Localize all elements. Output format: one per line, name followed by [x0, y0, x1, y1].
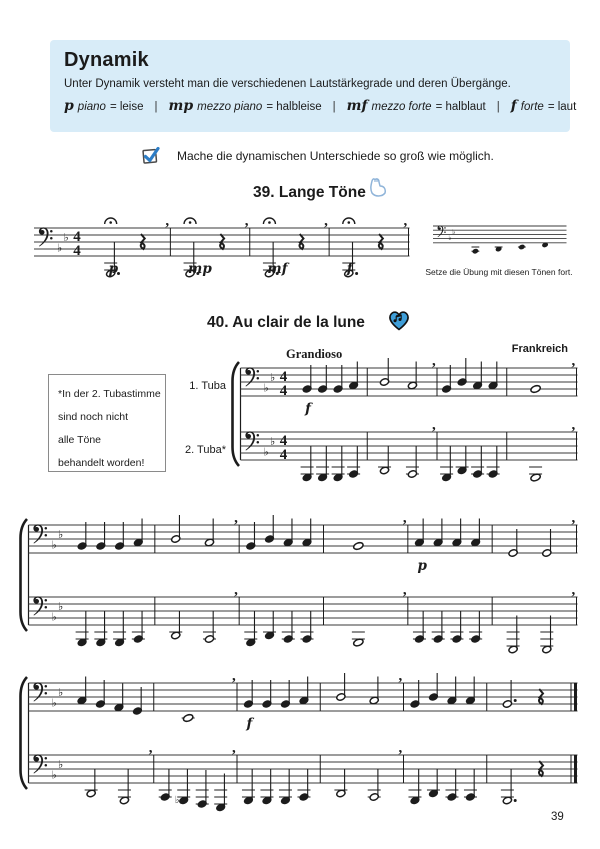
dynamic-symbol: mf	[346, 98, 368, 114]
dynamic-symbol: mp	[168, 98, 194, 114]
dynamic-name: forte	[520, 101, 544, 113]
svg-text:,: ,	[571, 417, 576, 433]
svg-text:,: ,	[402, 510, 407, 526]
svg-text:♭: ♭	[58, 600, 64, 613]
tip-row	[141, 145, 494, 166]
exercise-39-title: 39. Lange Töne	[253, 184, 366, 201]
svg-text:♭: ♭	[63, 231, 69, 244]
svg-text:4: 4	[279, 432, 288, 449]
svg-text:,: ,	[432, 417, 436, 433]
part-label-tuba2: 2. Tuba*	[185, 444, 226, 456]
duet-system-2	[18, 505, 578, 657]
footnote-line: behandelt worden!	[58, 457, 145, 469]
exercise-39-staff	[32, 202, 410, 288]
svg-text:♭: ♭	[270, 435, 276, 448]
svg-text:,: ,	[234, 582, 238, 598]
svg-text:,: ,	[571, 510, 576, 526]
flexed-arm-icon	[363, 176, 390, 201]
dynamic-name: mezzo forte	[371, 101, 432, 113]
duet-system-3	[18, 663, 578, 815]
svg-text:,: ,	[571, 582, 576, 598]
part-label-tuba1: 1. Tuba	[189, 380, 226, 392]
svg-text:,: ,	[324, 213, 328, 229]
svg-text:4: 4	[73, 228, 81, 245]
svg-text:,: ,	[232, 740, 236, 756]
tip-text: Mache die dynamischen Unterschiede so groß wie möglich.	[177, 148, 494, 163]
heart-notes-icon	[386, 308, 413, 333]
origin-label: Frankreich	[511, 343, 568, 355]
dynamic-def: = leise	[109, 101, 144, 113]
footnote-box	[48, 374, 166, 472]
svg-text:p: p	[417, 558, 427, 574]
dynamic-name: mezzo piano	[197, 101, 263, 113]
svg-text:f: f	[346, 261, 353, 277]
svg-text:,: ,	[234, 510, 238, 526]
svg-text:,: ,	[244, 213, 249, 229]
svg-text:,: ,	[398, 740, 403, 756]
svg-text:4: 4	[73, 242, 81, 259]
dynamic-def: = laut	[547, 101, 577, 113]
svg-text:♭: ♭	[51, 610, 57, 624]
svg-text:,: ,	[232, 668, 236, 684]
svg-text:f: f	[305, 401, 311, 417]
dynamic-def: = halbleise	[266, 101, 322, 113]
dynamik-info-box	[50, 40, 577, 132]
footnote-line: *In der 2. Tubastimme	[58, 388, 161, 400]
svg-text:♭: ♭	[263, 445, 269, 459]
dynamic-name: piano	[77, 101, 106, 113]
duet-system-1	[230, 346, 578, 490]
svg-text:♭: ♭	[58, 528, 64, 541]
svg-text:,: ,	[148, 740, 153, 756]
svg-text:,: ,	[165, 213, 170, 229]
continuation-caption: Setze die Übung mit diesen Tönen fort.	[425, 267, 573, 277]
separator: |	[496, 101, 500, 113]
info-box-title: Dynamik	[64, 49, 149, 71]
svg-text:♭: ♭	[448, 234, 452, 243]
svg-text:f: f	[246, 716, 253, 732]
svg-text:mf: mf	[267, 261, 288, 277]
svg-text:4: 4	[279, 446, 288, 463]
info-box-body: Unter Dynamik versteht man die verschiedenen Lautstärkegrade und deren Übergänge.	[64, 78, 511, 90]
svg-text:4: 4	[279, 382, 288, 399]
svg-text:mp: mp	[188, 261, 212, 277]
svg-text:,: ,	[432, 353, 436, 369]
svg-text:,: ,	[403, 213, 408, 229]
svg-text:,: ,	[402, 582, 407, 598]
svg-text:♭: ♭	[51, 696, 57, 710]
checkbox-icon	[141, 145, 162, 166]
page-number: 39	[551, 811, 564, 823]
exercise-40-title: 40. Au clair de la lune	[207, 314, 365, 331]
svg-text:♭: ♭	[263, 381, 269, 395]
separator: |	[154, 101, 158, 113]
svg-text:♭: ♭	[51, 538, 57, 552]
svg-text:,: ,	[398, 668, 403, 684]
footnote-line: alle Töne	[58, 434, 102, 446]
svg-text:♭: ♭	[270, 371, 276, 384]
svg-text:♭: ♭	[452, 227, 456, 236]
svg-text:p: p	[108, 261, 119, 277]
dynamic-symbol: f	[510, 98, 517, 114]
svg-text:♭: ♭	[58, 758, 64, 771]
separator: |	[332, 101, 336, 113]
dynamics-terms-row	[64, 98, 577, 114]
footnote-line: sind noch nicht	[58, 411, 129, 423]
tempo-marking: Grandioso	[286, 347, 343, 361]
exercise-39-continuation-staff	[431, 214, 567, 266]
svg-text:♭: ♭	[51, 768, 57, 782]
dynamic-symbol: p	[64, 98, 74, 114]
dynamic-def: = halblaut	[435, 101, 486, 113]
svg-text:♭: ♭	[58, 686, 64, 699]
svg-text:4: 4	[279, 368, 288, 385]
svg-text:♭: ♭	[57, 241, 63, 255]
svg-text:♭: ♭	[174, 795, 180, 806]
svg-text:,: ,	[571, 353, 576, 369]
